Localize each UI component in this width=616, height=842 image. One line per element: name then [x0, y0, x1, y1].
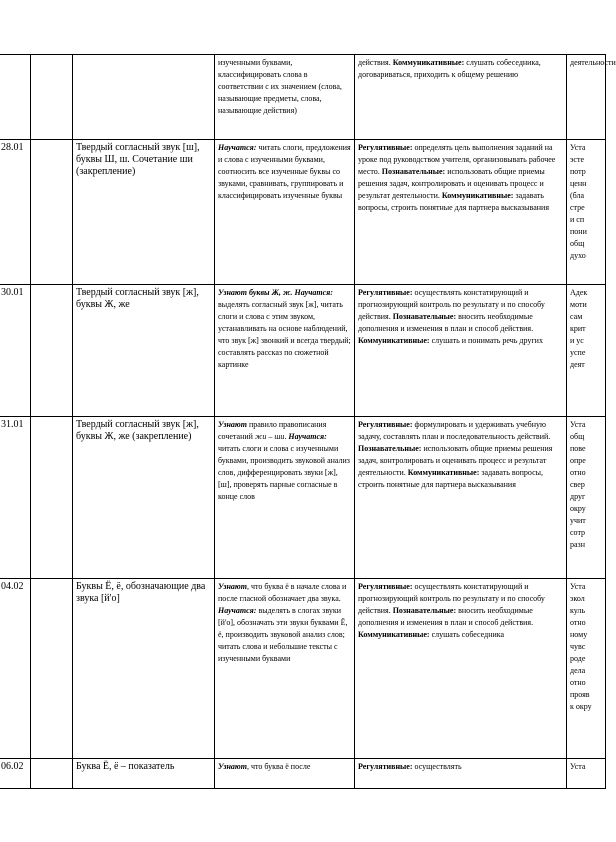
date-cell: 30.01 — [0, 285, 31, 417]
body-text: определять цель выполнения заданий на уроке под руководством учителя, организовывать рабочее место. — [358, 143, 556, 176]
label-text: жи – ши — [254, 432, 285, 441]
body-text: формулировать и удерживать учебную задачу, составлять план и последовательность действий. — [358, 420, 551, 441]
label-text: Регулятивные: — [358, 143, 413, 152]
subject-results-cell — [215, 759, 355, 789]
date-cell: 31.01 — [0, 417, 31, 579]
body-text: вносить необходимые дополнения и изменения в план и способ действия. — [358, 312, 534, 333]
metasubject-results-cell — [355, 579, 567, 759]
body-text: . — [284, 432, 289, 441]
personal-results-cell: Адек моти сам крит и ус успе деят — [567, 285, 606, 417]
body-text: использовать общие приемы решения задач, контролировать и оценивать процесс и результат деятельности. — [358, 444, 553, 477]
body-text: читать слоги, предложения и слова с изученными буквами, соотносить все изученные буквы со звуками, сравнивать, группировать и классифицировать изученные буквы — [218, 143, 351, 200]
subject-results-cell — [215, 417, 355, 579]
label-text: Узнают буквы Ж, ж. — [218, 288, 293, 297]
label-text: Узнают — [218, 420, 247, 429]
subject-results-cell — [215, 140, 355, 285]
lesson-plan-table — [0, 54, 616, 789]
personal-results-cell: Уста эсте потр ценн (бла стре и сп пони общ духо — [567, 140, 606, 285]
empty-cell — [31, 759, 73, 789]
label-text: Познавательные: — [392, 606, 457, 615]
label-text: Регулятивные: — [358, 582, 413, 591]
label-text: Коммуникативные: — [407, 468, 480, 477]
metasubject-results-cell — [355, 140, 567, 285]
body-text: изученными буквами, классифицировать слова в соответствии с их значением (слова, называющие предметы, слова, называющие действия) — [218, 58, 342, 115]
table-row — [0, 55, 606, 140]
label-text: Познавательные: — [381, 167, 446, 176]
empty-cell — [31, 417, 73, 579]
body-text: задавать вопросы, строить понятные для партнера высказывания — [358, 468, 543, 489]
empty-cell — [31, 140, 73, 285]
label-text: Научатся: — [218, 606, 257, 615]
body-text: , что буква ё в начале слова и после гласной обозначает два звука. — [218, 582, 347, 603]
empty-cell — [31, 55, 73, 140]
date-cell: 06.02 — [0, 759, 31, 789]
empty-cell — [31, 579, 73, 759]
topic-cell: Буква Ё, ё – показатель — [73, 759, 215, 789]
personal-results-cell: деятельности — [567, 55, 606, 140]
body-text: выделять в слогах звуки [й'о], обозначать эти звуки буквами Ё, ё, производить звуковой анализ слов; читать слова и небольшие тексты с изученными буквами — [218, 606, 348, 663]
label-text: Узнают — [218, 762, 247, 771]
table-row — [0, 140, 606, 285]
topic-cell: Твердый согласный звук [ж], буквы Ж, же (закрепление) — [73, 417, 215, 579]
label-text: Коммуникативные: — [441, 191, 514, 200]
body-text: слушать собеседника, договариваться, приходить к общему решению — [358, 58, 541, 79]
subject-results-cell — [215, 285, 355, 417]
personal-results-cell: Уста — [567, 759, 606, 789]
body-text: осуществлять — [412, 762, 462, 771]
label-text: Коммуникативные: — [358, 630, 430, 639]
date-cell: 28.01 — [0, 140, 31, 285]
label-text: Регулятивные: — [358, 762, 413, 771]
topic-cell: Буквы Ё, ё, обозначающие два звука [й'о] — [73, 579, 215, 759]
label-text: Научатся: — [288, 432, 327, 441]
body-text: использовать общие приемы решения задач, контролировать и оценивать процесс и результат деятельности. — [358, 167, 545, 200]
personal-results-cell: Уста общ пове опре отно свер друг окру учит сотр разн — [567, 417, 606, 579]
body-text: действия. — [358, 58, 393, 67]
topic-cell: Твердый согласный звук [ш], буквы Ш, ш. Сочетание ши (закрепление) — [73, 140, 215, 285]
label-text: Коммуникативные: — [392, 58, 465, 67]
table-row — [0, 579, 606, 759]
date-cell: 04.02 — [0, 579, 31, 759]
body-text: выделять согласный звук [ж], читать слоги и слова с этим звуком, устанавливать на основе наблюдений, что звук [ж] звонкий и всегда твердый; составлять рассказ по сюжетной картинке — [218, 300, 351, 369]
metasubject-results-cell — [355, 417, 567, 579]
body-text: читать слоги и слова с изученными буквами, производить звуковой анализ слов, дифференцировать звуки [ж], [ш], проверять парные согласные в конце слов — [218, 444, 350, 501]
label-text: Познавательные: — [392, 312, 457, 321]
label-text: Регулятивные: — [358, 420, 413, 429]
topic-cell: Твердый согласный звук [ж], буквы Ж, же — [73, 285, 215, 417]
metasubject-results-cell — [355, 55, 567, 140]
metasubject-results-cell — [355, 285, 567, 417]
personal-results-cell: Уста экол куль отно ному чувс роде дела отно прояв к окру — [567, 579, 606, 759]
empty-cell — [31, 285, 73, 417]
body-text: осуществлять констатирующий и прогнозирующий контроль по результату и по способу действия. — [358, 288, 545, 321]
body-text: вносить необходимые дополнения и изменения в план и способ действия. — [358, 606, 534, 627]
topic-cell — [73, 55, 215, 140]
table-row — [0, 285, 606, 417]
date-cell — [0, 55, 31, 140]
body-text: слушать собеседника — [429, 630, 505, 639]
label-text: Научатся: — [294, 288, 333, 297]
body-text: задавать вопросы, строить понятные для партнера высказывания — [358, 191, 550, 212]
body-text: слушать и понимать речь других — [429, 336, 543, 345]
label-text: Узнают — [218, 582, 247, 591]
body-text: правило правописания сочетаний — [218, 420, 327, 441]
body-text: осуществлять констатирующий и прогнозирующий контроль по результату и по способу действия. — [358, 582, 545, 615]
subject-results-cell — [215, 579, 355, 759]
subject-results-cell — [215, 55, 355, 140]
label-text: Познавательные: — [358, 444, 422, 453]
metasubject-results-cell — [355, 759, 567, 789]
label-text: Регулятивные: — [358, 288, 413, 297]
label-text: Коммуникативные: — [358, 336, 430, 345]
body-text: , что буква ё после — [246, 762, 311, 771]
label-text: Научатся: — [218, 143, 257, 152]
table-row — [0, 417, 606, 579]
table-row — [0, 759, 606, 789]
